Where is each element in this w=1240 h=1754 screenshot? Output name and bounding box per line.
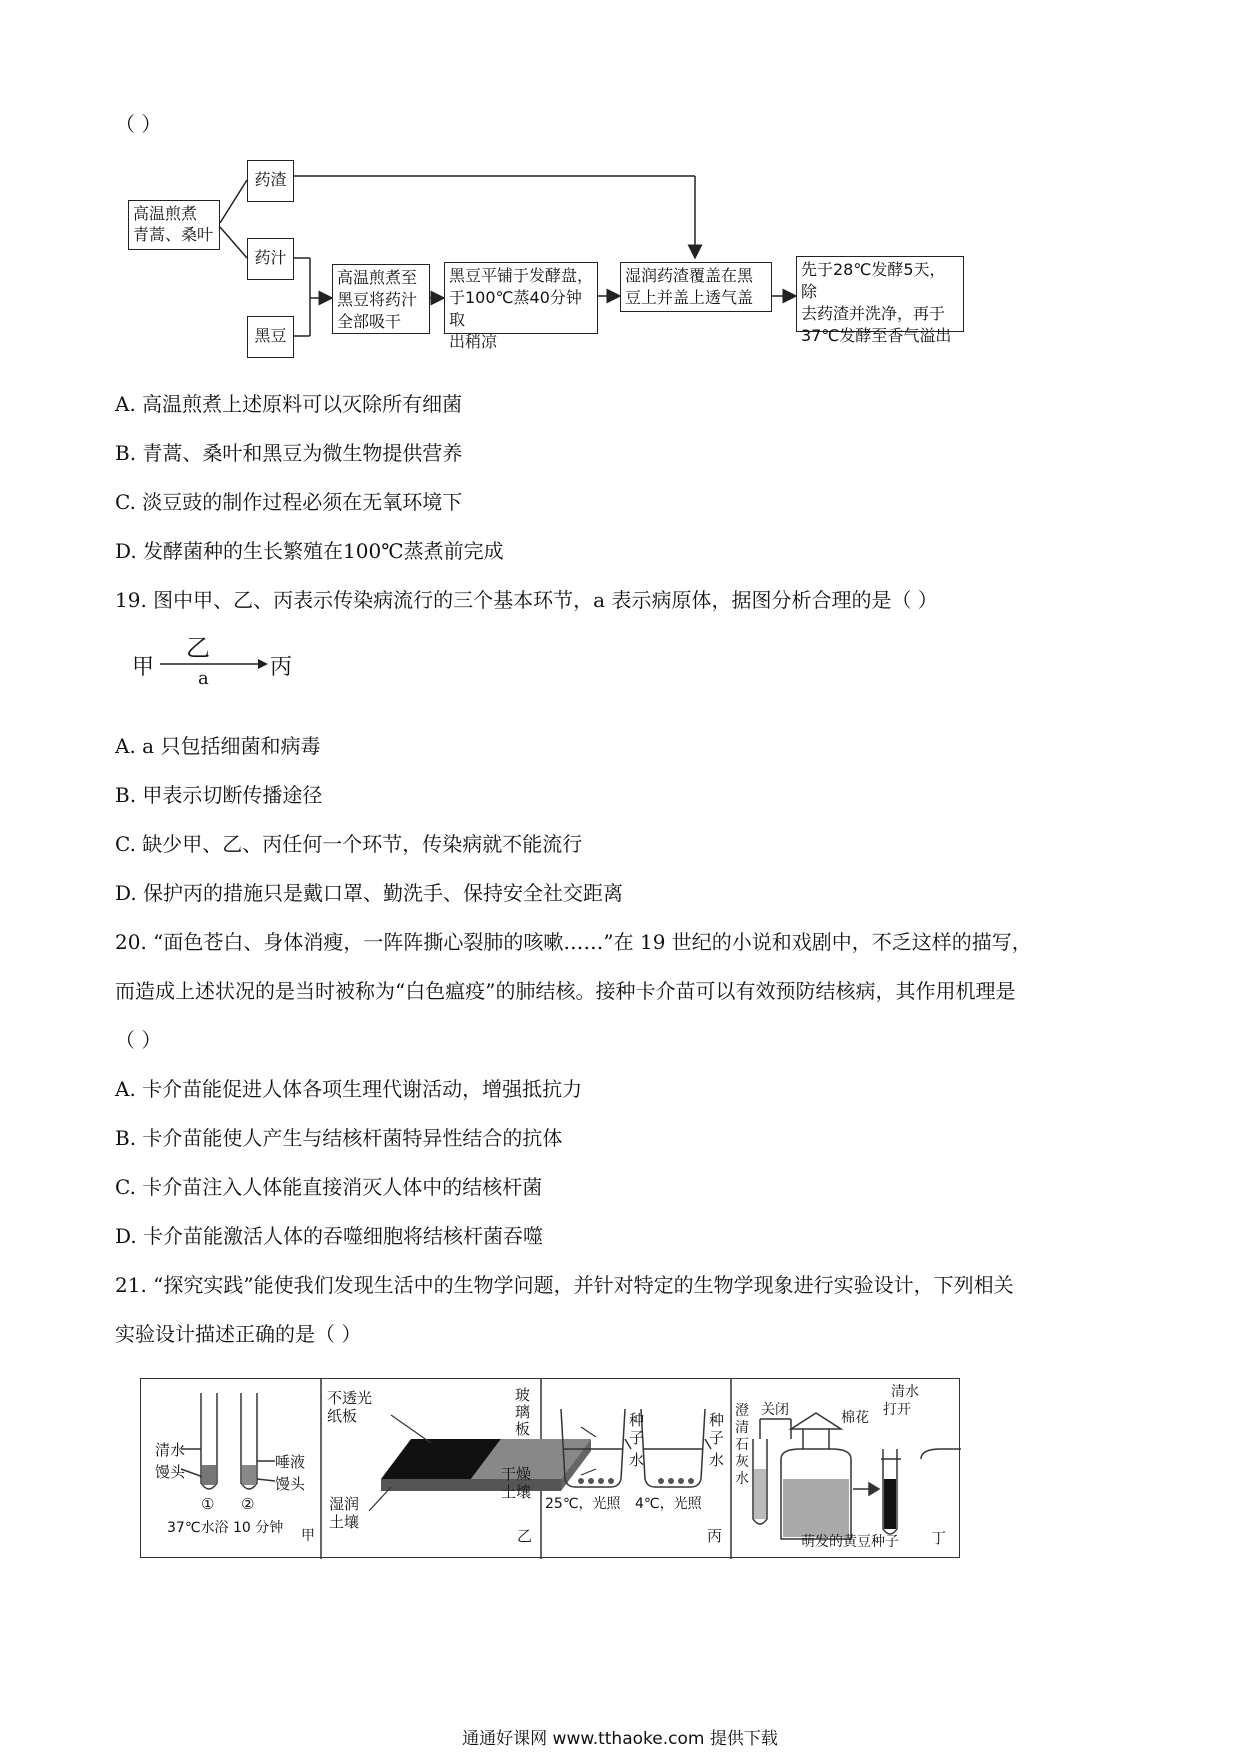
q20-option-a: A. 卡介苗能促进人体各项生理代谢活动，增强抵抗力 [115,1077,583,1101]
q19-arrow [130,632,300,692]
q20-option-c: C. 卡介苗注入人体能直接消灭人体中的结核杆菌 [115,1175,543,1199]
flow-start-box: 高温煎煮 青蒿、桑叶 [128,200,220,250]
bing-cond1: 25℃，光照 [545,1496,621,1512]
jia-n1: ① [201,1495,215,1513]
bing-cond2: 4℃，光照 [635,1496,702,1512]
bing-water1-label: 水 [629,1451,645,1469]
q19-option-c: C. 缺少甲、乙、丙任何一个环节，传染病就不能流行 [115,832,583,856]
q19-label-bottom: a [198,668,209,689]
q21-stem-line2: 实验设计描述正确的是（ ） [115,1322,362,1346]
q19-node-right: 丙 [270,655,293,680]
q18-option-c: C. 淡豆豉的制作过程必须在无氧环境下 [115,490,463,514]
jia-panel-label: 甲 [301,1528,315,1544]
jia-mantou2-label: 馒头 [275,1475,306,1493]
bing-water2-label: 水 [709,1451,725,1469]
q20-stem-line2: 而造成上述状况的是当时被称为“白色瘟疫”的肺结核。接种卡介苗可以有效预防结核病，其作用机理是 [115,979,1016,1003]
jia-water-label: 清水 [155,1441,186,1459]
ding-panel-label: 丁 [931,1529,947,1547]
q18-stem-tail: （ ） [115,112,162,136]
bing-seed1-label: 种 子 [629,1411,645,1447]
jia-n2: ② [241,1495,255,1513]
yi-dry-label: 干燥 土壤 [501,1465,532,1501]
yi-wet-label: 湿润 土壤 [329,1495,360,1531]
q20-option-d: D. 卡介苗能激活人体的吞噬细胞将结核杆菌吞噬 [115,1224,544,1248]
page-footer: 通通好课网 www.tthaoke.com 提供下载 [462,1729,778,1749]
q19-option-d: D. 保护丙的措施只是戴口罩、勤洗手、保持安全社交距离 [115,881,624,905]
q20-stem-line1: 20. “面色苍白、身体消瘦，一阵阵撕心裂肺的咳嗽……”在 19 世纪的小说和戏剧中，不乏这样的描写， [115,930,1032,954]
flow-step3-box: 湿润药渣覆盖在黑 豆上并盖上透气盖 [620,262,772,312]
q18-option-b: B. 青蒿、桑叶和黑豆为微生物提供营养 [115,441,463,465]
q18-option-d: D. 发酵菌种的生长繁殖在100℃蒸煮前完成 [115,539,504,563]
jia-condition: 37℃水浴 10 分钟 [167,1520,284,1536]
bing-panel-label: 丙 [707,1527,723,1545]
q21-stem-line1: 21. “探究实践”能使我们发现生活中的生物学问题，并针对特定的生物学现象进行实验设计，下列相关 [115,1273,1014,1297]
ding-seeds-label: 萌发的黄豆种子 [801,1534,899,1550]
ding-clearwater-label: 清水 [891,1384,919,1400]
q20-option-b: B. 卡介苗能使人产生与结核杆菌特异性结合的抗体 [115,1126,563,1150]
ding-open-label: 打开 [883,1402,911,1418]
q20-stem-line3: （ ） [115,1028,162,1052]
bing-seed2-label: 种 子 [709,1411,725,1447]
flow-step4-box: 先于28℃发酵5天，除 去药渣并洗净，再于 37℃发酵至香气溢出 [796,256,964,332]
jia-saliva-label: 唾液 [275,1453,306,1471]
jia-mantou1-label: 馒头 [155,1463,186,1481]
q19-label-top: 乙 [186,634,210,662]
flow-step1-box: 高温煎煮至 黑豆将药汁 全部吸干 [332,264,430,334]
ding-cotton-label: 棉花 [841,1410,869,1426]
q19-diagram [130,632,300,692]
yi-panel-label: 乙 [517,1527,533,1545]
flow-yaozha-box: 药渣 [247,160,294,202]
flow-step2-box: 黑豆平铺于发酵盘， 于100℃蒸40分钟取 出稍凉 [444,262,598,334]
q19-option-a: A. a 只包括细菌和病毒 [115,734,321,758]
q19-stem: 19. 图中甲、乙、丙表示传染病流行的三个基本环节，a 表示病原体，据图分析合理的是（ ） [115,588,938,612]
yi-paper-label: 不透光 纸板 [327,1389,373,1425]
yi-glass-label: 玻 璃 板 [515,1386,531,1438]
q19-node-left: 甲 [132,655,155,680]
ding-limewater-label: 澄 清 石 灰 水 [735,1403,749,1487]
q21-figure [140,1378,960,1558]
ding-close-label: 关闭 [761,1402,789,1418]
flow-heidou-box: 黑豆 [247,316,294,358]
flow-yaozhi-box: 药汁 [247,238,294,280]
q18-option-a: A. 高温煎煮上述原料可以灭除所有细菌 [115,392,463,416]
q19-option-b: B. 甲表示切断传播途径 [115,783,323,807]
